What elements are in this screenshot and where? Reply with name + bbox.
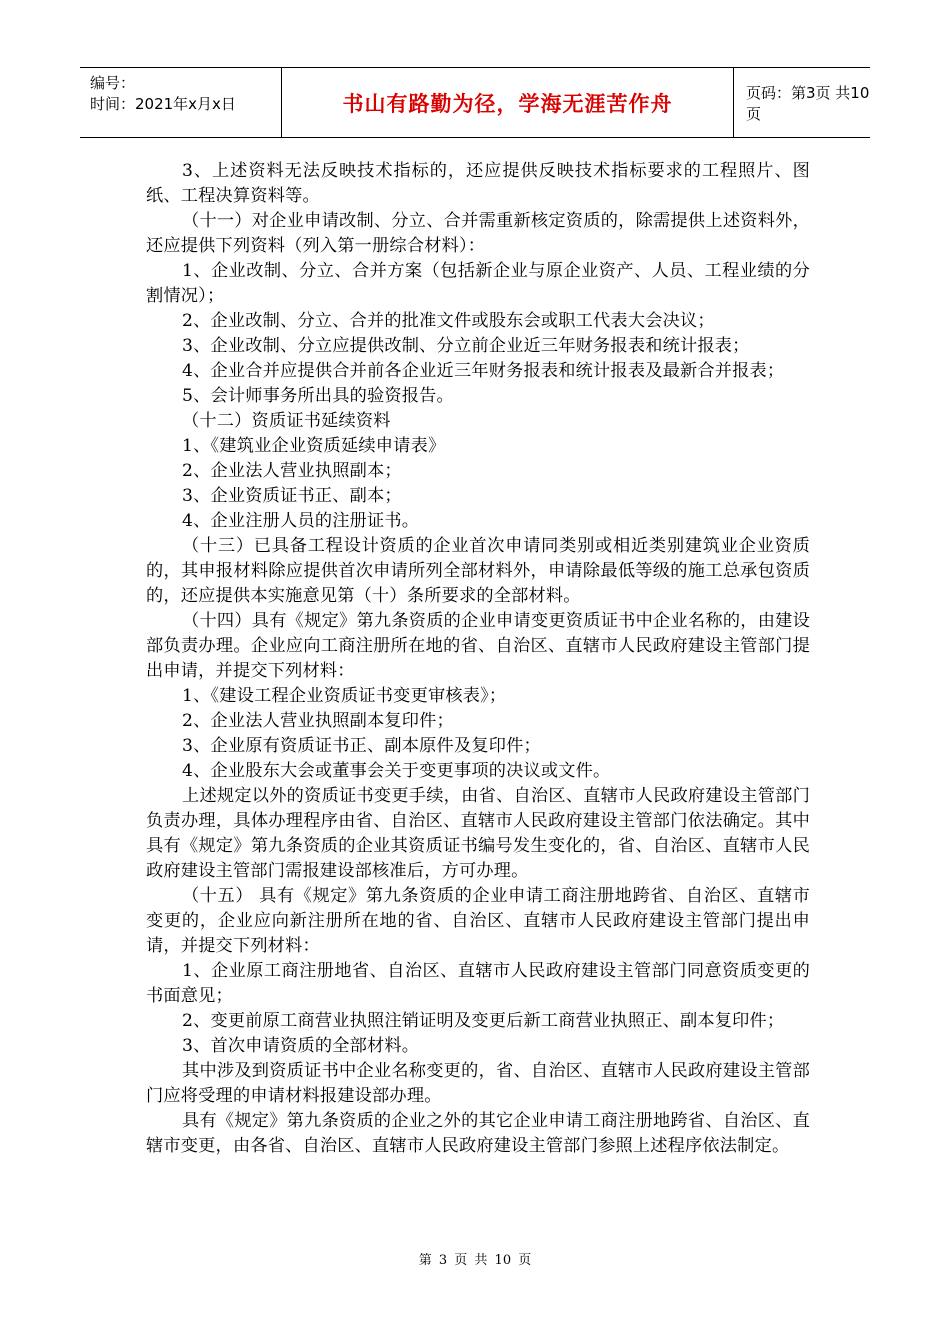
body-paragraph: 4、企业股东大会或董事会关于变更事项的决议或文件。 <box>182 761 611 781</box>
header-meta <box>80 68 282 137</box>
body-paragraph: 4、企业注册人员的注册证书。 <box>182 511 420 531</box>
body-paragraph: 2、变更前原工商营业执照注销证明及变更后新工商营业执照正、副本复印件； <box>182 1011 785 1031</box>
body-paragraph: 3、企业资质证书正、副本； <box>182 486 402 506</box>
body-paragraph: 3、企业原有资质证书正、副本原件及复印件； <box>182 736 541 756</box>
page-number-text: 页码：第3页 共10页 <box>746 83 870 123</box>
body-paragraph: （十三）已具备工程设计资质的企业首次申请同类别或相近类别建筑业企业资质的，其申报材料除应提供首次申请所列全部材料外，申请除最低等级的施工总承包资质的，还应提供本实施意见第（十）条所要求的全部材料。 <box>146 536 810 606</box>
body-paragraph: （十一）对企业申请改制、分立、合并需重新核定资质的，除需提供上述资料外，还应提供下列资料（列入第一册综合材料）： <box>146 211 810 256</box>
body-paragraph: 具有《规定》第九条资质的企业之外的其它企业申请工商注册地跨省、自治区、直辖市变更，由各省、自治区、直辖市人民政府建设主管部门参照上述程序依法制定。 <box>146 1111 810 1156</box>
body-paragraph: 1、企业原工商注册地省、自治区、直辖市人民政府建设主管部门同意资质变更的书面意见； <box>146 961 810 1006</box>
body-paragraph: 1、《建筑业企业资质延续申请表》 <box>182 436 446 456</box>
body-paragraph: 2、企业法人营业执照副本； <box>182 461 402 481</box>
body-paragraph: （十五） 具有《规定》第九条资质的企业申请工商注册地跨省、自治区、直辖市变更的，企业应向新注册所在地的省、自治区、直辖市人民政府建设主管部门提出申请，并提交下列材料： <box>146 886 810 956</box>
body-paragraph: 4、企业合并应提供合并前各企业近三年财务报表和统计报表及最新合并报表； <box>182 361 785 381</box>
document-date: 时间：2021年x月x日 <box>90 95 236 113</box>
body-paragraph: 2、企业改制、分立、合并的批准文件或股东会或职工代表大会决议； <box>182 311 715 331</box>
section-heading: （十二）资质证书延续资料 <box>182 411 391 431</box>
body-paragraph: 3、首次申请资质的全部材料。 <box>182 1036 420 1056</box>
page-header <box>80 67 870 138</box>
document-body <box>146 159 810 1159</box>
header-motto-cell <box>282 68 734 137</box>
body-paragraph: 3、企业改制、分立应提供改制、分立前企业近三年财务报表和统计报表； <box>182 336 750 356</box>
motto-text: 书山有路勤为径，学海无涯苦作舟 <box>342 91 673 116</box>
document-number-label: 编号： <box>90 74 136 92</box>
body-paragraph: 3、上述资料无法反映技术指标的，还应提供反映技术指标要求的工程照片、图纸、工程决算资料等。 <box>146 161 810 206</box>
page-footer: 第 3 页 共 10 页 <box>418 1253 532 1268</box>
body-paragraph: 其中涉及到资质证书中企业名称变更的，省、自治区、直辖市人民政府建设主管部门应将受理的申请材料报建设部办理。 <box>146 1061 810 1106</box>
header-page-info <box>734 68 870 137</box>
body-paragraph: （十四）具有《规定》第九条资质的企业申请变更资质证书中企业名称的，由建设部负责办理。企业应向工商注册所在地的省、自治区、直辖市人民政府建设主管部门提出申请，并提交下列材料： <box>146 611 810 681</box>
body-paragraph: 1、企业改制、分立、合并方案（包括新企业与原企业资产、人员、工程业绩的分割情况）； <box>146 261 810 306</box>
body-paragraph: 1、《建设工程企业资质证书变更审核表》； <box>182 686 507 706</box>
body-paragraph: 5、会计师事务所出具的验资报告。 <box>182 386 454 406</box>
body-paragraph: 上述规定以外的资质证书变更手续，由省、自治区、直辖市人民政府建设主管部门负责办理，具体办理程序由省、自治区、直辖市人民政府建设主管部门依法确定。其中具有《规定》第九条资质的企业其资质证书编号发生变化的，省、自治区、直辖市人民政府建设主管部门需报建设部核准后，方可办理。 <box>146 786 810 881</box>
body-paragraph: 2、企业法人营业执照副本复印件； <box>182 711 454 731</box>
